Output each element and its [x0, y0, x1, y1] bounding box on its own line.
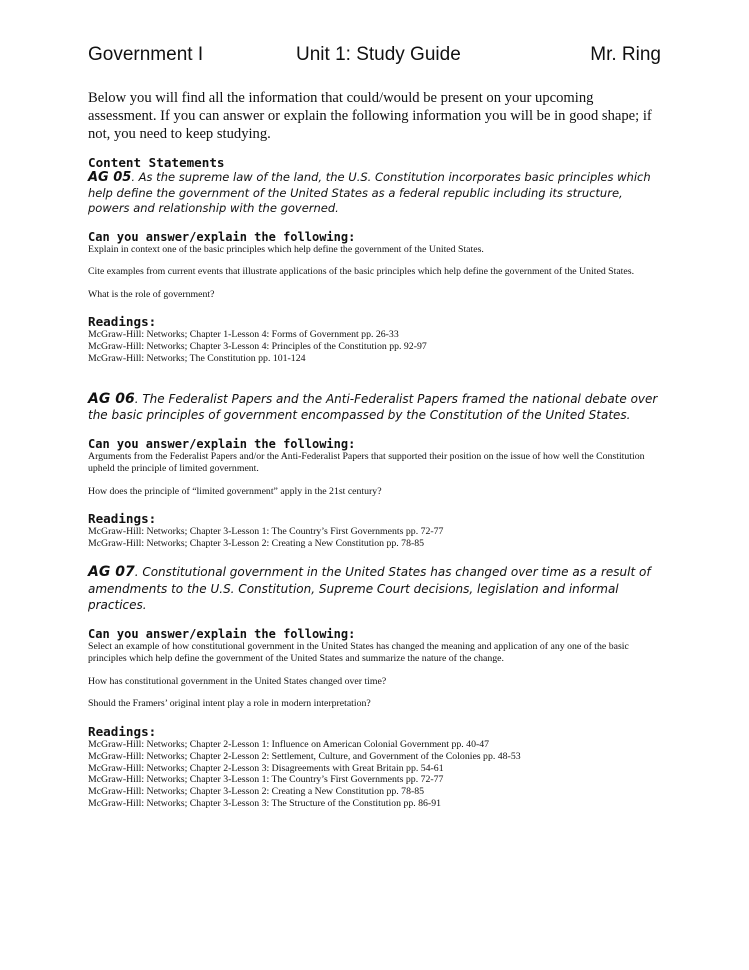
reading-item: McGraw-Hill: Networks; Chapter 3-Lesson 4: Principles of the Constitution pp. 92-97	[88, 341, 427, 353]
standard-code: AG 07	[88, 564, 135, 581]
question-item: Arguments from the Federalist Papers and/or the Anti-Federalist Papers that supported their position on the issue of how well the Constitution upheld the principle of limited government.	[88, 450, 645, 475]
question-item: Select an example of how constitutional government in the United States has changed the meaning and application of any one of the basic principles which help define the government of the United States and summarize the nature of the change.	[88, 640, 629, 665]
reading-item: McGraw-Hill: Networks; The Constitution pp. 101-124	[88, 352, 306, 364]
section-ag05	[88, 170, 663, 365]
header-course: Government I	[88, 44, 204, 65]
standard-statement	[88, 170, 663, 217]
document-body	[88, 89, 663, 810]
reading-item: McGraw-Hill: Networks; Chapter 3-Lesson 2: Creating a New Constitution pp. 78-85	[88, 538, 425, 550]
page-header	[88, 44, 661, 74]
reading-item: McGraw-Hill: Networks; Chapter 2-Lesson 3: Disagreements with Great Britain pp. 54-61	[88, 762, 444, 774]
intro-paragraph: Below you will find all the information that could/would be present on your upcoming assessment. If you can answer or explain the following information you will be in good shape; if not, you need to keep studying.	[88, 90, 652, 142]
questions-heading: Can you answer/explain the following:	[88, 229, 356, 244]
content-statements-title: Content Statements	[88, 155, 225, 170]
standard-text: . As the supreme law of the land, the U.S. Constitution incorporates basic principles which help define the government of the United States as a federal republic including its structure, powers and relationship with the governed.	[88, 170, 651, 215]
readings-heading: Readings:	[88, 314, 157, 330]
reading-item: McGraw-Hill: Networks; Chapter 3-Lesson 1: The Country’s First Governments pp. 72-77	[88, 526, 444, 538]
reading-item: McGraw-Hill: Networks; Chapter 1-Lesson 4: Forms of Government pp. 26-33	[88, 329, 399, 341]
question-item: What is the role of government?	[88, 288, 215, 300]
questions-heading: Can you answer/explain the following:	[88, 626, 356, 641]
section-ag07	[88, 564, 663, 810]
question-item: How does the principle of “limited government” apply in the 21st century?	[88, 485, 382, 497]
reading-item: McGraw-Hill: Networks; Chapter 2-Lesson 2: Settlement, Culture, and Government of the Colonies pp. 48-53	[88, 750, 521, 762]
reading-item: McGraw-Hill: Networks; Chapter 3-Lesson 2: Creating a New Constitution pp. 78-85	[88, 786, 425, 798]
standard-statement	[88, 391, 663, 424]
reading-item: McGraw-Hill: Networks; Chapter 2-Lesson 1: Influence on American Colonial Government pp. 40-47	[88, 738, 490, 750]
readings-heading: Readings:	[88, 723, 157, 739]
header-title: Unit 1: Study Guide	[296, 44, 461, 65]
standard-code: AG 06	[88, 390, 135, 407]
standard-code: AG 05	[88, 170, 132, 185]
question-item: Cite examples from current events that illustrate applications of the basic principles which help define the government of the United States.	[88, 266, 635, 278]
question-item: Should the Framers’ original intent play a role in modern interpretation?	[88, 698, 371, 710]
question-item: How has constitutional government in the United States changed over time?	[88, 675, 387, 687]
standard-text: . Constitutional government in the United States has changed over time as a result of amendments to the U.S. Constitution, Supreme Court decisions, legislation and informal practices.	[88, 565, 651, 613]
standard-statement	[88, 564, 663, 614]
reading-item: McGraw-Hill: Networks; Chapter 3-Lesson 3: The Structure of the Constitution pp. 86-91	[88, 797, 441, 809]
section-ag06	[88, 391, 663, 550]
standard-text: . The Federalist Papers and the Anti-Federalist Papers framed the national debate over the basic principles of government encompassed by the Constitution of the United States.	[88, 391, 658, 423]
questions-heading: Can you answer/explain the following:	[88, 436, 356, 451]
reading-item: McGraw-Hill: Networks; Chapter 3-Lesson 1: The Country’s First Governments pp. 72-77	[88, 774, 444, 786]
header-teacher: Mr. Ring	[590, 44, 661, 65]
question-item: Explain in context one of the basic principles which help define the government of the United States.	[88, 243, 484, 255]
readings-heading: Readings:	[88, 511, 157, 527]
